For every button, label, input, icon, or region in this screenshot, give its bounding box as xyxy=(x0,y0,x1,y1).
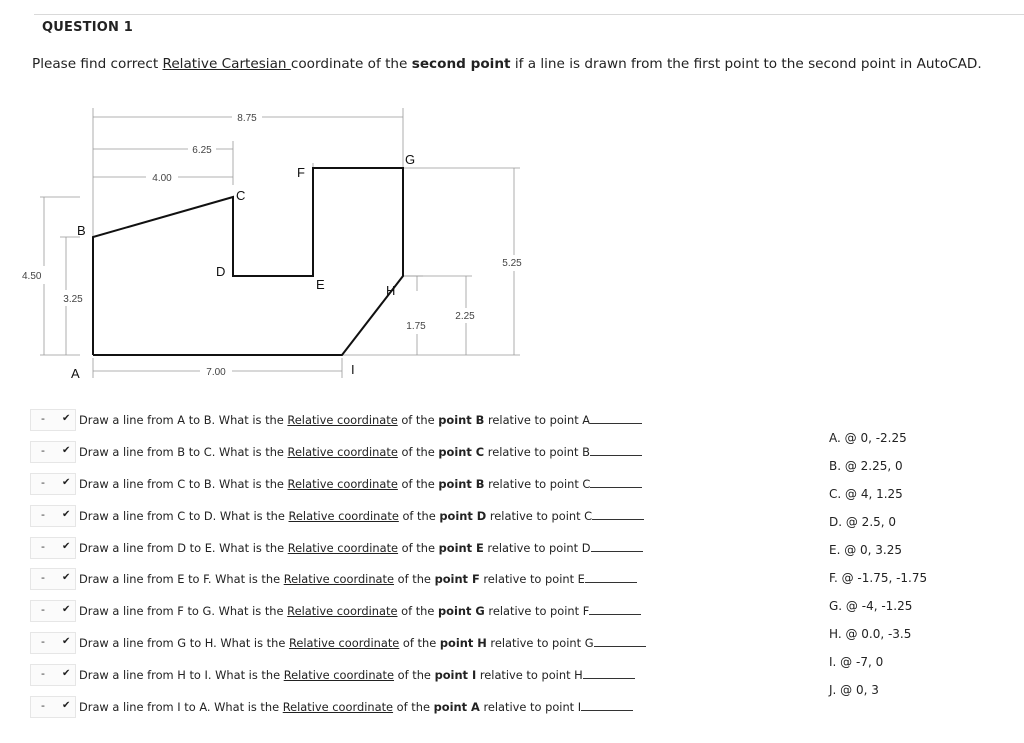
dim-3-25: 3.25 xyxy=(63,294,83,305)
answer-blank xyxy=(585,572,637,583)
relative-coordinate-link: Relative coordinate xyxy=(287,445,398,459)
answer-select[interactable]: - ✔ xyxy=(30,632,76,654)
answer-blank xyxy=(592,509,644,520)
answer-choice-b: B. @ 2.25, 0 xyxy=(829,459,903,473)
answer-select[interactable]: - ✔ xyxy=(30,696,76,718)
answer-blank xyxy=(591,541,643,552)
answer-choice-h: H. @ 0.0, -3.5 xyxy=(829,627,912,641)
chevron-down-icon: ✔ xyxy=(62,604,71,615)
answer-blank xyxy=(589,604,641,615)
question-row-9: - ✔ Draw a line from H to I. What is the Relative coordinate of the point I relative to point H xyxy=(30,664,670,690)
answer-blank xyxy=(581,700,633,711)
answer-select[interactable]: - ✔ xyxy=(30,600,76,622)
dim-8-75: 8.75 xyxy=(237,113,257,124)
answer-select[interactable]: - ✔ xyxy=(30,568,76,590)
dim-1-75: 1.75 xyxy=(406,321,426,332)
chevron-down-icon: ✔ xyxy=(62,541,71,552)
part-outline xyxy=(93,168,403,355)
dim-2-25: 2.25 xyxy=(455,311,475,322)
point-label-c: C xyxy=(236,188,246,203)
answer-blank xyxy=(590,413,642,424)
question-row-10: - ✔ Draw a line from I to A. What is the Relative coordinate of the point A relative to point I xyxy=(30,696,670,722)
point-label-f: F xyxy=(297,165,305,180)
answer-select[interactable]: - ✔ xyxy=(30,409,76,431)
dim-5-25: 5.25 xyxy=(502,258,522,269)
answer-blank xyxy=(590,477,642,488)
chevron-down-icon: ✔ xyxy=(62,509,71,520)
relative-coordinate-link: Relative coordinate xyxy=(288,636,400,650)
point-label-g: G xyxy=(405,152,416,167)
question-row-3: - ✔ Draw a line from C to B. What is the Relative coordinate of the point B relative to point C xyxy=(30,473,670,499)
chevron-down-icon: ✔ xyxy=(62,445,71,456)
question-row-8: - ✔ Draw a line from G to H. What is the Relative coordinate of the point H relative to point G xyxy=(30,632,670,658)
relative-coordinate-link: Relative coordinate xyxy=(282,700,394,714)
answer-blank xyxy=(590,445,642,456)
point-label-d: D xyxy=(216,264,226,279)
question-title: QUESTION 1 xyxy=(42,20,134,35)
answer-blank xyxy=(594,636,646,647)
answer-choice-i: I. @ -7, 0 xyxy=(829,655,884,669)
relative-coordinate-link: Relative coordinate xyxy=(287,413,398,427)
answer-choice-f: F. @ -1.75, -1.75 xyxy=(829,571,928,585)
chevron-down-icon: ✔ xyxy=(62,668,71,679)
answer-choice-c: C. @ 4, 1.25 xyxy=(829,487,903,501)
answer-select[interactable]: - ✔ xyxy=(30,441,76,463)
cad-drawing xyxy=(0,100,530,385)
relative-cartesian-link: Relative Cartesian xyxy=(162,56,291,72)
answer-select[interactable]: - ✔ xyxy=(30,473,76,495)
point-label-a: A xyxy=(71,366,80,381)
chevron-down-icon: ✔ xyxy=(62,413,71,424)
answer-choice-d: D. @ 2.5, 0 xyxy=(829,515,897,529)
answer-choice-j: J. @ 0, 3 xyxy=(829,683,879,697)
dim-7-00: 7.00 xyxy=(206,367,226,378)
answer-choice-a: A. @ 0, -2.25 xyxy=(829,431,907,445)
question-row-7: - ✔ Draw a line from F to G. What is the Relative coordinate of the point G relative to point F xyxy=(30,600,670,626)
answer-select[interactable]: - ✔ xyxy=(30,664,76,686)
relative-coordinate-link: Relative coordinate xyxy=(283,668,395,682)
chevron-down-icon: ✔ xyxy=(62,636,71,647)
answer-blank xyxy=(583,668,635,679)
question-prompt: Please find correct Relative Cartesian coordinate of the second point if a line is drawn from the first point to the second point in AutoCAD. xyxy=(32,56,982,72)
dim-6-25: 6.25 xyxy=(192,145,212,156)
chevron-down-icon: ✔ xyxy=(62,700,71,711)
dim-4-00: 4.00 xyxy=(152,173,172,184)
relative-coordinate-link: Relative coordinate xyxy=(287,477,398,491)
answer-choice-g: G. @ -4, -1.25 xyxy=(829,599,913,613)
point-label-h: H xyxy=(386,283,396,298)
relative-coordinate-link: Relative coordinate xyxy=(288,509,399,523)
dim-4-50: 4.50 xyxy=(22,271,42,282)
question-row-4: - ✔ Draw a line from C to D. What is the Relative coordinate of the point D relative to point C xyxy=(30,505,670,531)
relative-coordinate-link: Relative coordinate xyxy=(287,541,399,555)
point-label-b: B xyxy=(77,223,86,238)
point-label-i: I xyxy=(351,362,355,377)
top-divider xyxy=(34,14,1024,15)
question-row-1: - ✔ Draw a line from A to B. What is the Relative coordinate of the point B relative to point A xyxy=(30,409,670,435)
relative-coordinate-link: Relative coordinate xyxy=(287,604,398,618)
question-row-6: - ✔ Draw a line from E to F. What is the Relative coordinate of the point F relative to point E xyxy=(30,568,670,594)
question-row-2: - ✔ Draw a line from B to C. What is the Relative coordinate of the point C relative to point B xyxy=(30,441,670,467)
answer-choice-e: E. @ 0, 3.25 xyxy=(829,543,903,557)
point-label-e: E xyxy=(316,277,325,292)
chevron-down-icon: ✔ xyxy=(62,572,71,583)
relative-coordinate-link: Relative coordinate xyxy=(283,572,395,586)
chevron-down-icon: ✔ xyxy=(62,477,71,488)
answer-select[interactable]: - ✔ xyxy=(30,505,76,527)
question-row-5: - ✔ Draw a line from D to E. What is the Relative coordinate of the point E relative to point D xyxy=(30,537,670,563)
answer-select[interactable]: - ✔ xyxy=(30,537,76,559)
